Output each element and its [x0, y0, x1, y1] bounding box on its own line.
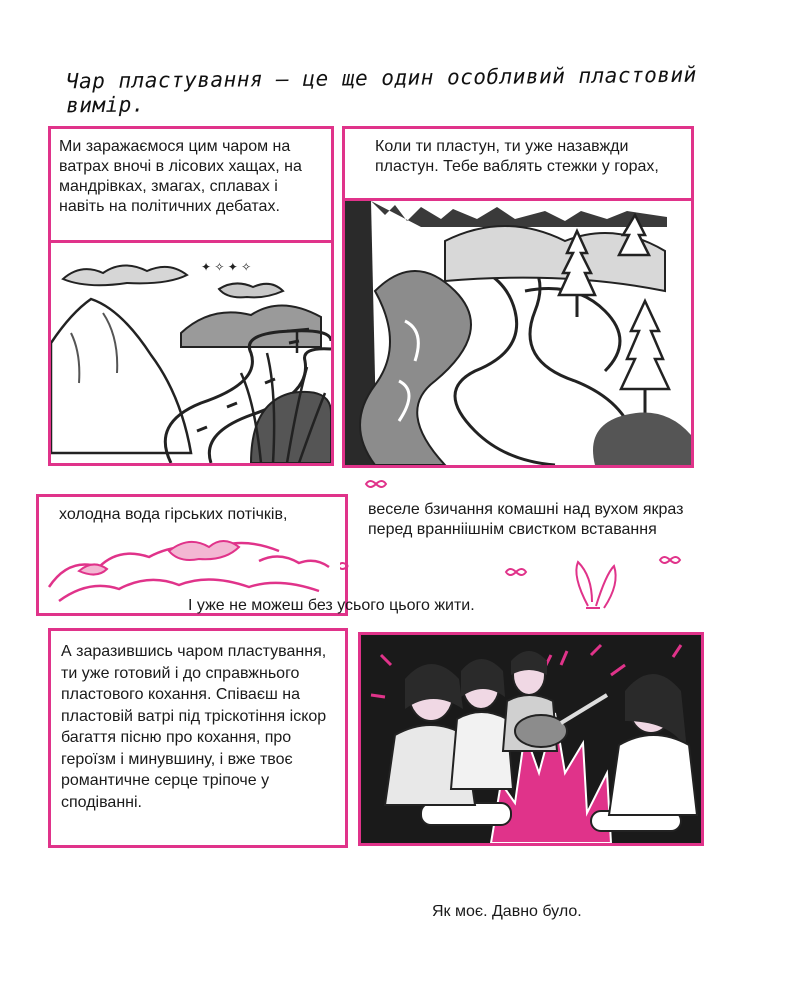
page-title: Чар пластування – це ще один особливий пластовий вимір. [65, 62, 697, 118]
panel-4-caption: веселе бзичання комашні над вухом якраз перед вранніішнім свистком вставання [368, 501, 684, 538]
svg-text:✦ ✧ ✦ ✧: ✦ ✧ ✦ ✧ [201, 260, 252, 274]
insect-icon [340, 476, 700, 616]
panel-1-caption: Ми заражаємося цим чаром на ватрах вночі в лісових хащах, на мандрівках, змагах, сплавах і навіть на політичних дебатах. [59, 138, 302, 215]
panel-2-caption: Коли ти пластун, ти уже назавжди пластун. Тебе ваблять стежки у горах, [375, 138, 659, 175]
panel-5-caption-box [48, 628, 348, 848]
panel-2-art [342, 198, 694, 468]
panel-1-art [48, 240, 334, 466]
mountain-road-landscape-icon [51, 243, 331, 463]
footer-caption: Як моє. Давно було. [432, 903, 582, 920]
panel-5-art [358, 632, 704, 846]
panel-2-caption-box [342, 126, 694, 202]
panel-3-caption: холодна вода гірських потічків, [59, 506, 288, 523]
campfire-singers-icon [361, 635, 701, 843]
forest-river-map-icon [345, 201, 691, 465]
panel-5-caption: А заразившись чаром пластування, ти уже готовий і до справжнього пластового кохання. Співаєш на пластовій ватрі під тріскотіння іскор багаття пісню про кохання, про героїзм і минувшину, і вже твоє романтичне серце тріпоче у сподіванні. [61, 643, 327, 811]
bridge-caption: І уже не можеш без усього цього жити. [188, 597, 475, 614]
panel-1-caption-box [48, 126, 334, 244]
